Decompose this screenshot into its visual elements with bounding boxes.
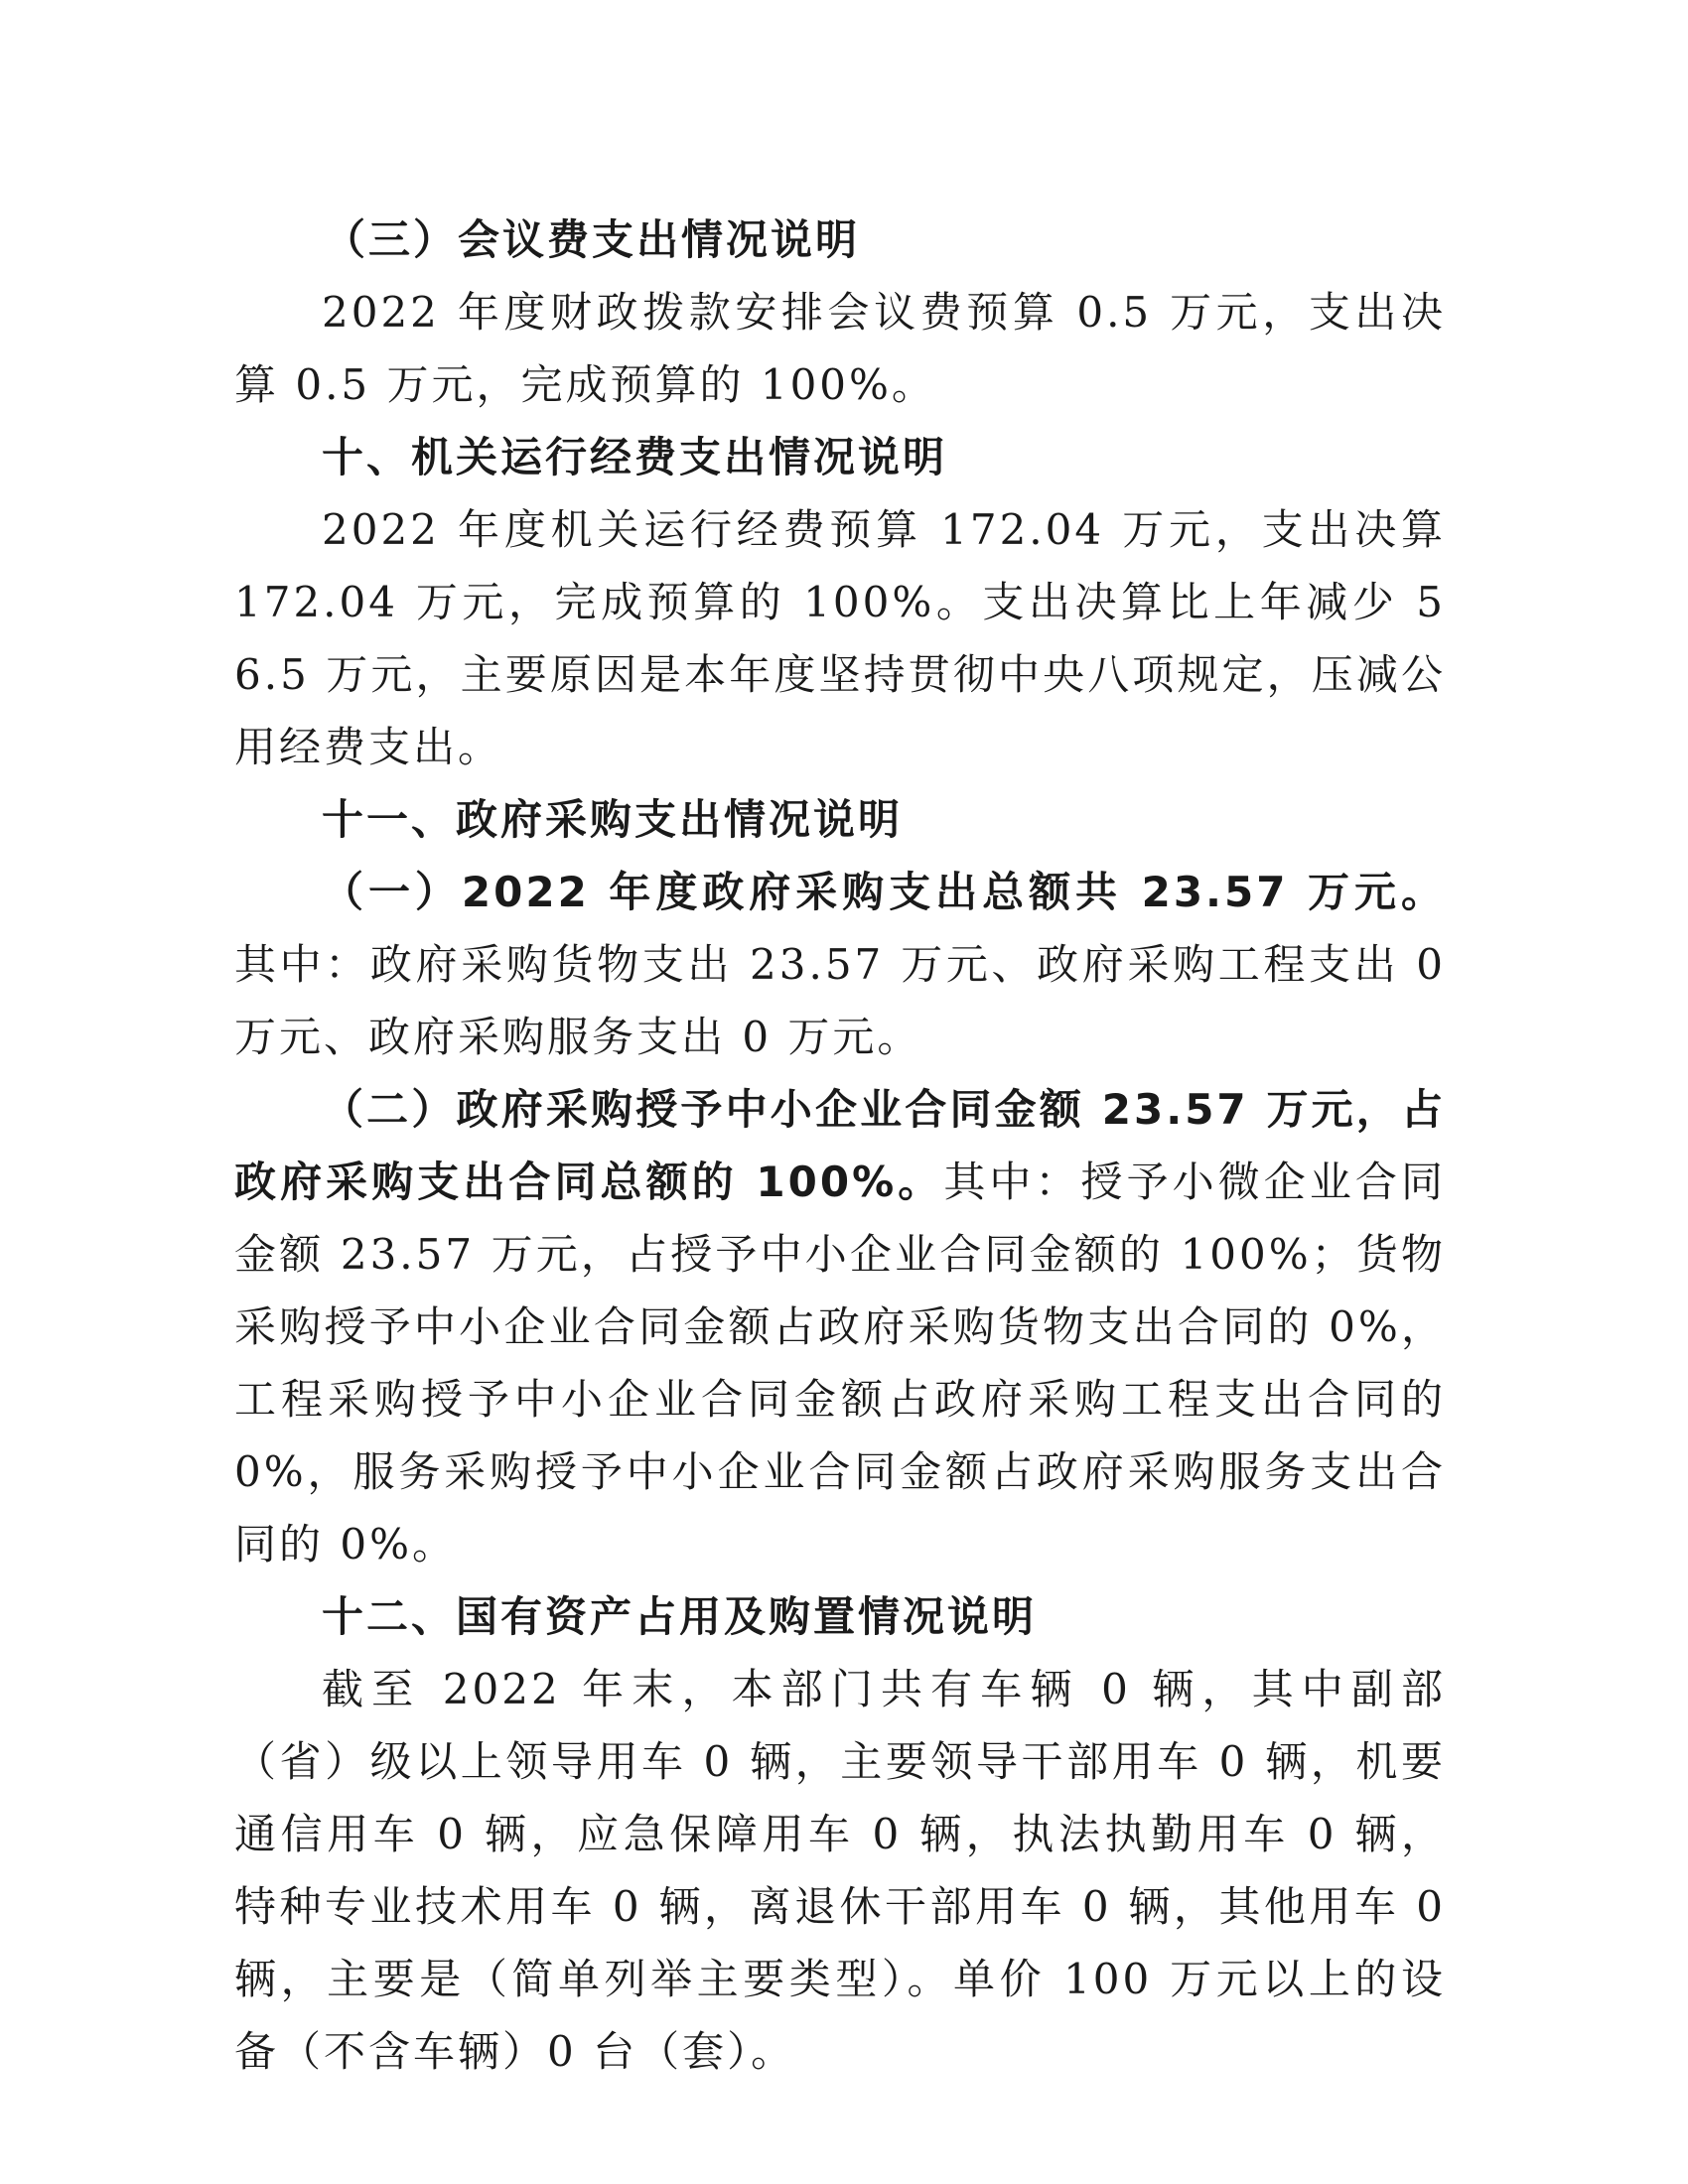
paragraph-operation-expense: 2022 年度机关运行经费预算 172.04 万元，支出决算 172.04 万元，完成预算的 100%。支出决算比上年减少 56.5 万元，主要原因是本年度坚持贯彻中央八项规定，压减公用经费支出。 <box>234 505 1446 771</box>
procurement-total-detail: 其中：政府采购货物支出 23.57 万元、政府采购工程支出 0 万元、政府采购服务支出 0 万元。 <box>234 940 1446 1061</box>
paragraph-meeting-expense: 2022 年度财政拨款安排会议费预算 0.5 万元，支出决算 0.5 万元，完成预算的 100%。 <box>234 288 1446 409</box>
heading-procurement: 十一、政府采购支出情况说明 <box>322 795 904 844</box>
paragraph-procurement-sme <box>234 1073 1446 1580</box>
paragraph-state-assets: 截至 2022 年末，本部门共有车辆 0 辆，其中副部（省）级以上领导用车 0 辆，主要领导干部用车 0 辆，机要通信用车 0 辆，应急保障用车 0 辆，执法执勤用车 0 辆，特种专业技术用车 0 辆，离退休干部用车 0 辆，其他用车 0 辆，主要是（简单列举主要类型）。单价 100 万元以上的设备（不含车辆）0 台（套）。 <box>234 1665 1446 2076</box>
procurement-sme-bold: （二）政府采购授予中小企业合同金额 23.57 万元，占政府采购支出合同总额的 100%。 <box>234 1085 1446 1206</box>
paragraph-procurement-total <box>234 856 1446 1073</box>
heading-meeting-expense: （三）会议费支出情况说明 <box>324 215 861 264</box>
document-page <box>234 204 1446 2088</box>
heading-operation-expense: 十、机关运行经费支出情况说明 <box>322 433 948 481</box>
procurement-total-bold: （一）2022 年度政府采购支出总额共 23.57 万元。 <box>322 868 1446 916</box>
procurement-sme-detail: 其中：授予小微企业合同金额 23.57 万元，占授予中小企业合同金额的 100%；货物采购授予中小企业合同金额占政府采购货物支出合同的 0%，工程采购授予中小企业合同金额占政府采购工程支出合同的 0%，服务采购授予中小企业合同金额占政府采购服务支出合同的 0%。 <box>234 1158 1446 1569</box>
heading-state-assets: 十二、国有资产占用及购置情况说明 <box>322 1592 1038 1641</box>
